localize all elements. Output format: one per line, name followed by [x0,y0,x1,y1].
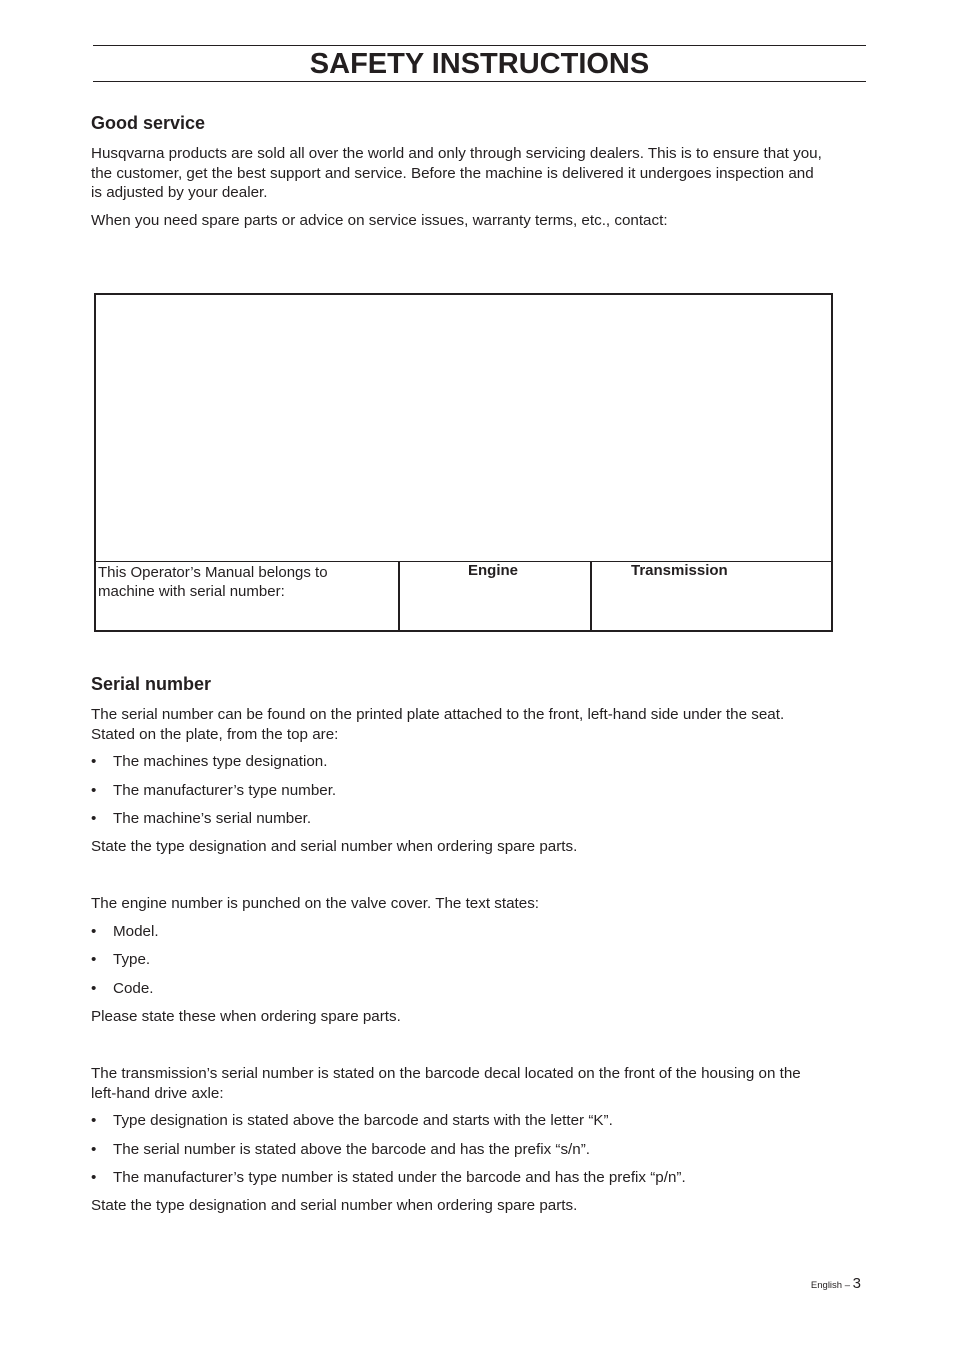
header-rule-top [93,45,866,46]
list-item-text: The serial number is stated above the barcode and has the prefix “s/n”. [113,1141,590,1158]
bullet-marker: • [91,980,97,997]
transmission-note: State the type designation and serial number when ordering spare parts. [91,1197,578,1214]
serial-number-heading: Serial number [91,674,212,694]
dealer-stamp-box [94,293,833,632]
list-item-text: The machine’s serial number. [113,810,312,827]
engine-intro: The engine number is punched on the valve cover. The text states: [91,895,540,912]
bullet-marker: • [91,1169,97,1186]
footer-language: English – [810,1280,853,1291]
list-item-text: The machines type designation. [113,753,328,770]
paragraph-line: Husqvarna products are sold all over the world and only through servicing dealers. This is to ensure that you, [91,145,822,162]
good-service-heading: Good service [91,113,206,133]
engine-column-label: Engine [468,562,519,579]
plate-note: State the type designation and serial number when ordering spare parts. [91,838,578,855]
page-number: 3 [852,1275,861,1292]
bullet-marker: • [91,1112,97,1129]
serial-intro-paragraph [91,705,871,744]
bullet-marker: • [91,923,97,940]
transmission-column-label: Transmission [631,562,728,579]
page-title: SAFETY INSTRUCTIONS [309,48,650,80]
page-footer [811,1275,861,1293]
transmission-intro [91,1064,871,1103]
paragraph-line: the customer, get the best support and service. Before the machine is delivered it undergoes inspection and [91,164,814,182]
list-item-text: The manufacturer’s type number. [113,782,337,799]
list-item-text: The manufacturer’s type number is stated under the barcode and has the prefix “p/n”. [113,1169,686,1186]
good-service-paragraph [91,144,871,203]
paragraph-line: The transmission’s serial number is stated on the barcode decal located on the front of the housing on the [91,1065,801,1082]
list-item-text: Model. [113,923,159,940]
paragraph-line: is adjusted by your dealer. [91,184,268,201]
header-rule-bottom [93,81,866,82]
engine-note: Please state these when ordering spare parts. [91,1008,401,1025]
box-divider-vertical-1 [398,561,400,630]
list-item-text: Type. [113,951,151,968]
bullet-marker: • [91,782,97,799]
bullet-marker: • [91,951,97,968]
bullet-marker: • [91,1141,97,1158]
contact-paragraph: When you need spare parts or advice on service issues, warranty terms, etc., contact: [91,212,668,229]
paragraph-line: The serial number can be found on the printed plate attached to the front, left-hand side under the seat. [91,706,785,723]
paragraph-line: Stated on the plate, from the top are: [91,725,339,743]
owner-label-line: machine with serial number: [98,583,285,600]
owner-label-line: This Operator’s Manual belongs to [98,564,328,581]
owner-serial-label [98,563,328,601]
list-item-text: Type designation is stated above the barcode and starts with the letter “K”. [113,1112,613,1129]
list-item-text: Code. [113,980,154,997]
box-divider-vertical-2 [590,561,592,630]
bullet-marker: • [91,753,97,770]
paragraph-line: left-hand drive axle: [91,1084,224,1102]
bullet-marker: • [91,810,97,827]
